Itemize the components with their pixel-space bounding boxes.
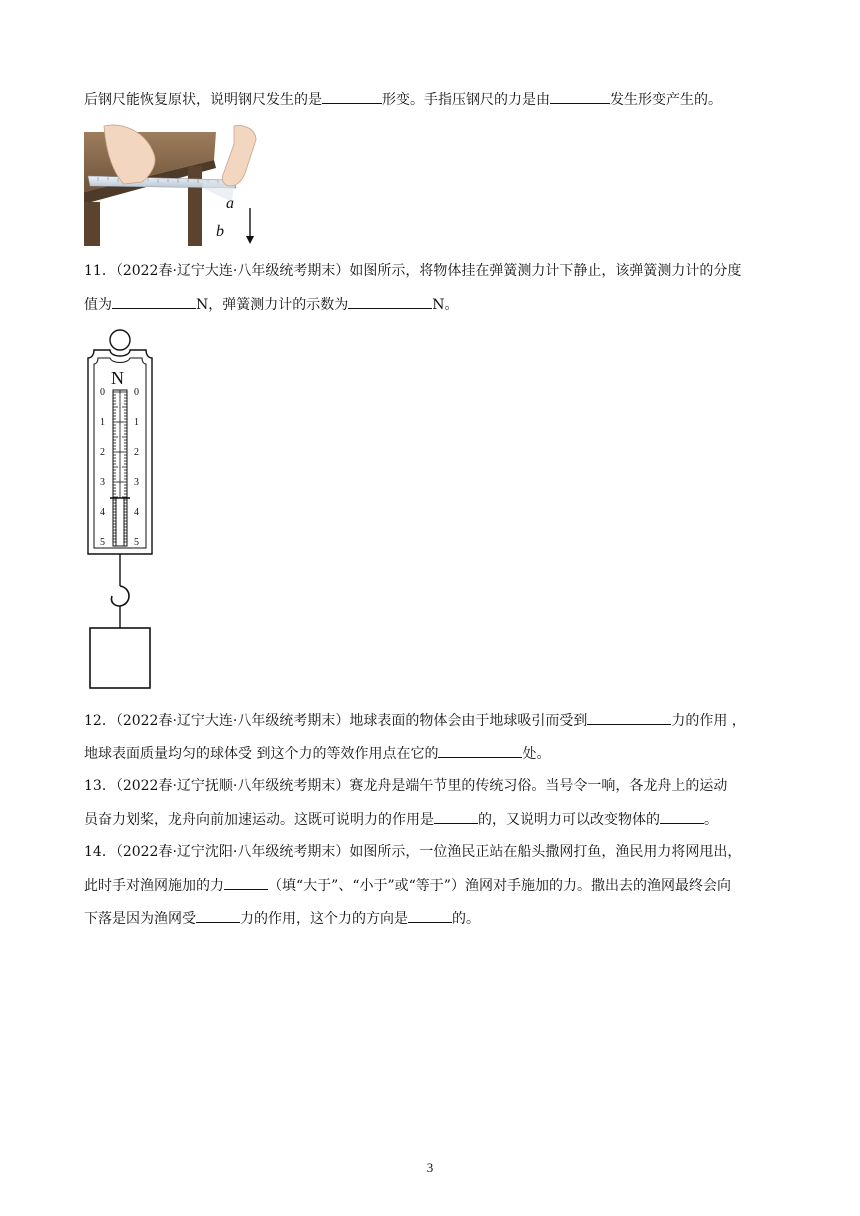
answer-blank[interactable]: [196, 908, 240, 923]
tick-label-left: 2: [100, 447, 105, 458]
tick-label-left: 1: [100, 417, 105, 428]
weight-block: [90, 628, 150, 688]
top-ring: [110, 330, 130, 350]
q10-text-line-1: 后钢尺能恢复原状，说明钢尺发生的是 形变。手指压钢尺的力是由 发生形变产生的。: [84, 89, 722, 110]
q11-text-line-2: 值为 N，弹簧测力计的示数为 N。: [84, 294, 459, 315]
tick-label-left: 3: [100, 477, 105, 488]
label-a: a: [226, 195, 234, 212]
q13-text-line-1: 13．（2022春·辽宁抚顺·八年级统考期末）赛龙舟是端午节里的传统习俗。当号令一响，各龙舟上的运动: [84, 778, 728, 794]
tick-label-right: 4: [134, 507, 139, 518]
answer-blank[interactable]: [224, 875, 268, 890]
q12-text-line-2: 地球表面质量均匀的球体受 到这个力的等效作用点在它的 处。: [84, 743, 550, 764]
tick-label-right: 2: [134, 447, 139, 458]
tick-label-right: 5: [134, 537, 139, 548]
hook: [111, 586, 129, 606]
unit-label: N: [111, 368, 124, 388]
q14-text-line-2: 此时手对渔网施加的力 （填“大于”、“小于”或“等于”）渔网对手施加的力。撒出去的渔网最终会向: [84, 875, 731, 896]
q11-text-line-1: 11．（2022春·辽宁大连·八年级统考期末）如图所示，将物体挂在弹簧测力计下静止，该弹簧测力计的分度: [84, 263, 742, 279]
tick-label-left: 4: [100, 507, 105, 518]
ruler-on-table-figure: [84, 124, 274, 246]
tick-label-right: 0: [134, 387, 139, 398]
q14-text-line-1: 14．（2022春·辽宁沈阳·八年级统考期末）如图所示，一位渔民正站在船头撒网打鱼，渔民用力将网甩出，: [84, 844, 742, 860]
answer-blank[interactable]: [550, 89, 610, 104]
tick-label-right: 1: [134, 417, 139, 428]
q13-text-line-2: 员奋力划桨，龙舟向前加速运动。这既可说明力的作用是 的，又说明力可以改变物体的 。: [84, 809, 718, 830]
q14-text-line-3: 下落是因为渔网受 力的作用，这个力的方向是 的。: [84, 908, 480, 929]
answer-blank[interactable]: [438, 743, 522, 758]
tick-label-left: 5: [100, 537, 105, 548]
tick-label-right: 3: [134, 477, 139, 488]
answer-blank[interactable]: [112, 294, 196, 309]
table-leg: [84, 202, 100, 246]
answer-blank[interactable]: [348, 294, 432, 309]
answer-blank[interactable]: [408, 908, 452, 923]
scale-pointer: [116, 498, 124, 546]
answer-blank[interactable]: [322, 89, 382, 104]
answer-blank[interactable]: [587, 710, 671, 725]
q12-text-line-1: 12．（2022春·辽宁大连·八年级统考期末）地球表面的物体会由于地球吸引而受到 力的作用 ，: [84, 710, 746, 731]
answer-blank[interactable]: [660, 809, 704, 824]
table-leg: [188, 166, 202, 246]
tick-label-left: 0: [100, 387, 105, 398]
answer-blank[interactable]: [434, 809, 478, 824]
spring-scale-figure: [80, 328, 160, 694]
page-number: 3: [426, 1160, 434, 1175]
right-finger: [222, 126, 256, 186]
label-b: b: [216, 223, 224, 240]
